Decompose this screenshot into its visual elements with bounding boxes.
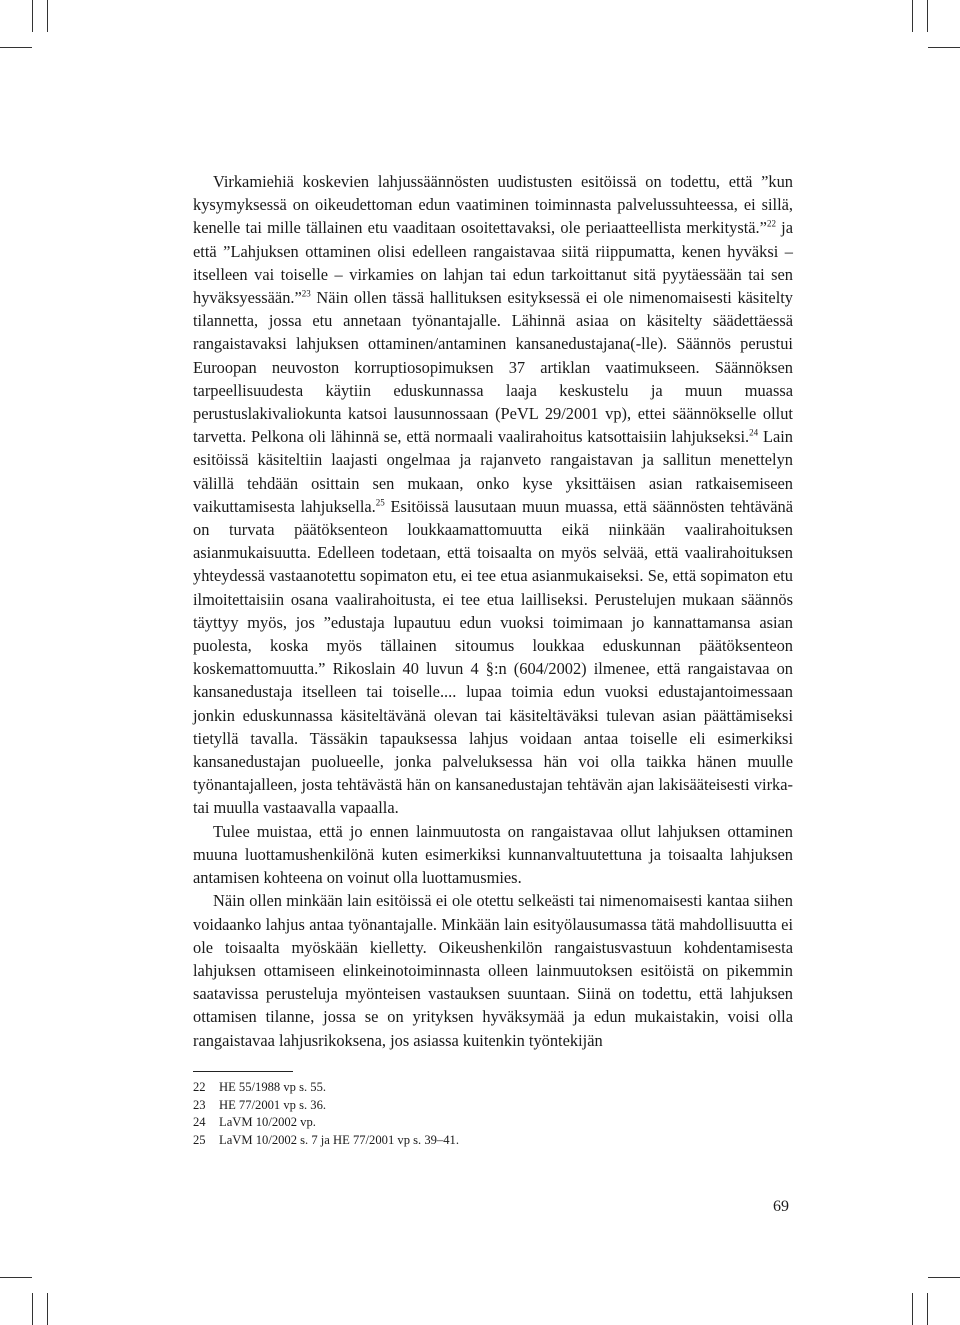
text-segment: Näin ollen minkään lain esitöissä ei ole otettu selkeästi tai nimenomaisesti kantaa siihen voidaanko lahjus antaa työnantajalle. Minkään lain esityölausumassa tätä mahdollisuutta ei ole toisaalta myöskään kielletty. Oikeushenkilön rangaistusvastuun kohdentamisesta lahjuksen ottamiseen elinkeinotoiminnasta olleen lainmuutoksen esitöistä on pikemmin saatavissa perusteluja myönteisen vastauksen suuntaan. Siinä on todettu, että lahjuksen ottamisen tilanne, jossa se on yrityksen hyväksymää ja edun mukaistakin, voisi olla rangaistavaa lahjusrikoksena, jos asiassa kuitenkin työntekijän [193,891,793,1050]
paragraph-3 [193,889,793,1051]
paragraph-1 [193,170,793,820]
footnote-22 [193,1079,793,1097]
text-segment: Tulee muistaa, että jo ennen lainmuutosta on rangaistavaa ollut lahjuksen ottaminen muuna luottamushenkilönä kuten esimerkiksi kunnanvaltuutettuna ja toisaalta lahjuksen antamisen kohteena on voinut olla luottamusmies. [193,821,793,888]
crop-mark-bottom-right-v2 [927,1293,928,1325]
footnote-text: HE 77/2001 vp s. 36. [219,1097,327,1112]
footnote-24 [193,1114,793,1132]
crop-mark-top-left-h [0,47,32,48]
crop-mark-top-right-v2 [927,0,928,32]
text-segment: ja että ”Lahjuksen ottaminen olisi edelleen rangaistavaa siitä riippumatta, kenen hyväksi – itselleen vai toiselle – virkamies on lahjan tai edun tarkoittanut sitä pyytäessään tai sen hyväksyessään.” [193,218,793,308]
footnotes [193,1079,793,1149]
crop-mark-bottom-left-v [32,1293,33,1325]
footnote-ref-22[interactable]: 22 [766,218,776,229]
footnote-23 [193,1097,793,1115]
crop-mark-top-left-v [47,0,48,32]
footnote-ref-24[interactable]: 24 [749,427,759,438]
body-text [193,170,793,1052]
footnote-text: LaVM 10/2002 vp. [219,1115,316,1130]
footnote-number: 25 [193,1132,206,1147]
crop-mark-top-left-v2 [32,0,33,32]
crop-mark-bottom-left-h [0,1277,32,1278]
footnote-number: 24 [193,1115,206,1130]
footnote-text: LaVM 10/2002 s. 7 ja HE 77/2001 vp s. 39–41. [219,1132,459,1147]
footnote-number: 22 [193,1080,206,1094]
paragraph-2 [193,820,793,890]
footnote-25 [193,1132,793,1150]
crop-mark-bottom-right-h [928,1277,960,1278]
crop-mark-top-right-v [912,0,913,32]
text-segment: Virkamiehiä koskevien lahjussäännösten uudistusten esitöissä on todettu, että ”kun kysymyksessä on oikeudettoman edun vaatiminen toiminnasta palvelussuhteessa, ei sillä, kenelle tai mille tällainen etu vaaditaan osoitettavaksi, ole periaatteellista merkitystä.” [193,172,793,238]
footnote-ref-23[interactable]: 23 [301,288,311,299]
text-segment: Lain esitöissä käsiteltiin laajasti ongelmaa ja rajanveto rangaistavan ja sallitun menettelyn välillä tehdään osittain sen mukaan, onko kyse yksittäisen asian ratkaisemiseen vaikuttamisesta lahjuksella. [193,427,793,516]
crop-mark-top-right-h [928,47,960,48]
crop-mark-bottom-left-v2 [47,1293,48,1325]
crop-mark-bottom-right-v [912,1293,913,1325]
footnote-ref-25[interactable]: 25 [375,497,385,508]
footnote-text: HE 55/1988 vp s. 55. [219,1080,327,1094]
text-segment: Näin ollen tässä hallituksen esityksessä ei ole nimenomaisesti käsitelty tilannetta, jossa etu annetaan työnantajalle. Lähinnä asiaa on käsitelty säädettäessä rangaistavaksi lahjuksen ottaminen/antaminen kansanedustajana(-lle). Säännös perustui Euroopan neuvoston korruptiosopimuksen 37 artiklan vaatimukseen. Säännöksen tarpeellisuudesta käytiin eduskunnassa laaja keskustelu ja muun muassa perustuslakivaliokunta katsoi lausunnossaan (PeVL 29/2001 vp), ettei säännökselle ollut tarvetta. Pelkona oli lähinnä se, että normaali vaalirahoitus katsottaisiin lahjukseksi. [193,288,793,447]
page-number: 69 [773,1198,789,1215]
footnote-number: 23 [193,1097,206,1112]
footnote-divider [193,1071,293,1072]
text-segment: Esitöissä lausutaan muun muassa, että säännösten tehtävänä on turvata päätöksenteon loukkaamattomuutta eikä niinkään vaalirahoituksen asianmukaisuutta. Edelleen todetaan, että toisaalta on myös selvää, että vaalirahoituksen yhteydessä vastaanotettu sopimaton etu, ei tee etua asianmukaiseksi. Se, että sopimaton etu ilmoitettaisiin osana vaalirahoitusta, ei tee etua lailliseksi. Perustelujen mukaan säännös täyttyy myös, jos ”edustaja lupautuu edun vuoksi toimimaan jo kannattamansa asian puolesta, koska myös tällainen sitoumus loukkaa eduskunnan päätöksenteon koskemattomuutta.” Rikoslain 40 luvun 4 §:n (604/2002) ilmenee, että rangaistavaa on kansanedustaja itselleen tai toiselle.... lupaa toimia edun vuoksi edustajantoimessaan jonkin eduskunnassa käsiteltävänä olevan tai käsiteltäväksi tulevan asian päättämiseksi tietyllä tavalla. Tässäkin tapauksessa lahjus voidaan antaa toiselle eli esimerkiksi kansanedustajan puolueelle, jonka palveluksessa hän voi olla taikka hänen muulle työnantajalleen, josta tehtävästä hän on kansanedustajan tehtävän ajan lakisääteisesti virka- tai muulla vastaavalla vapaalla. [193,496,793,818]
